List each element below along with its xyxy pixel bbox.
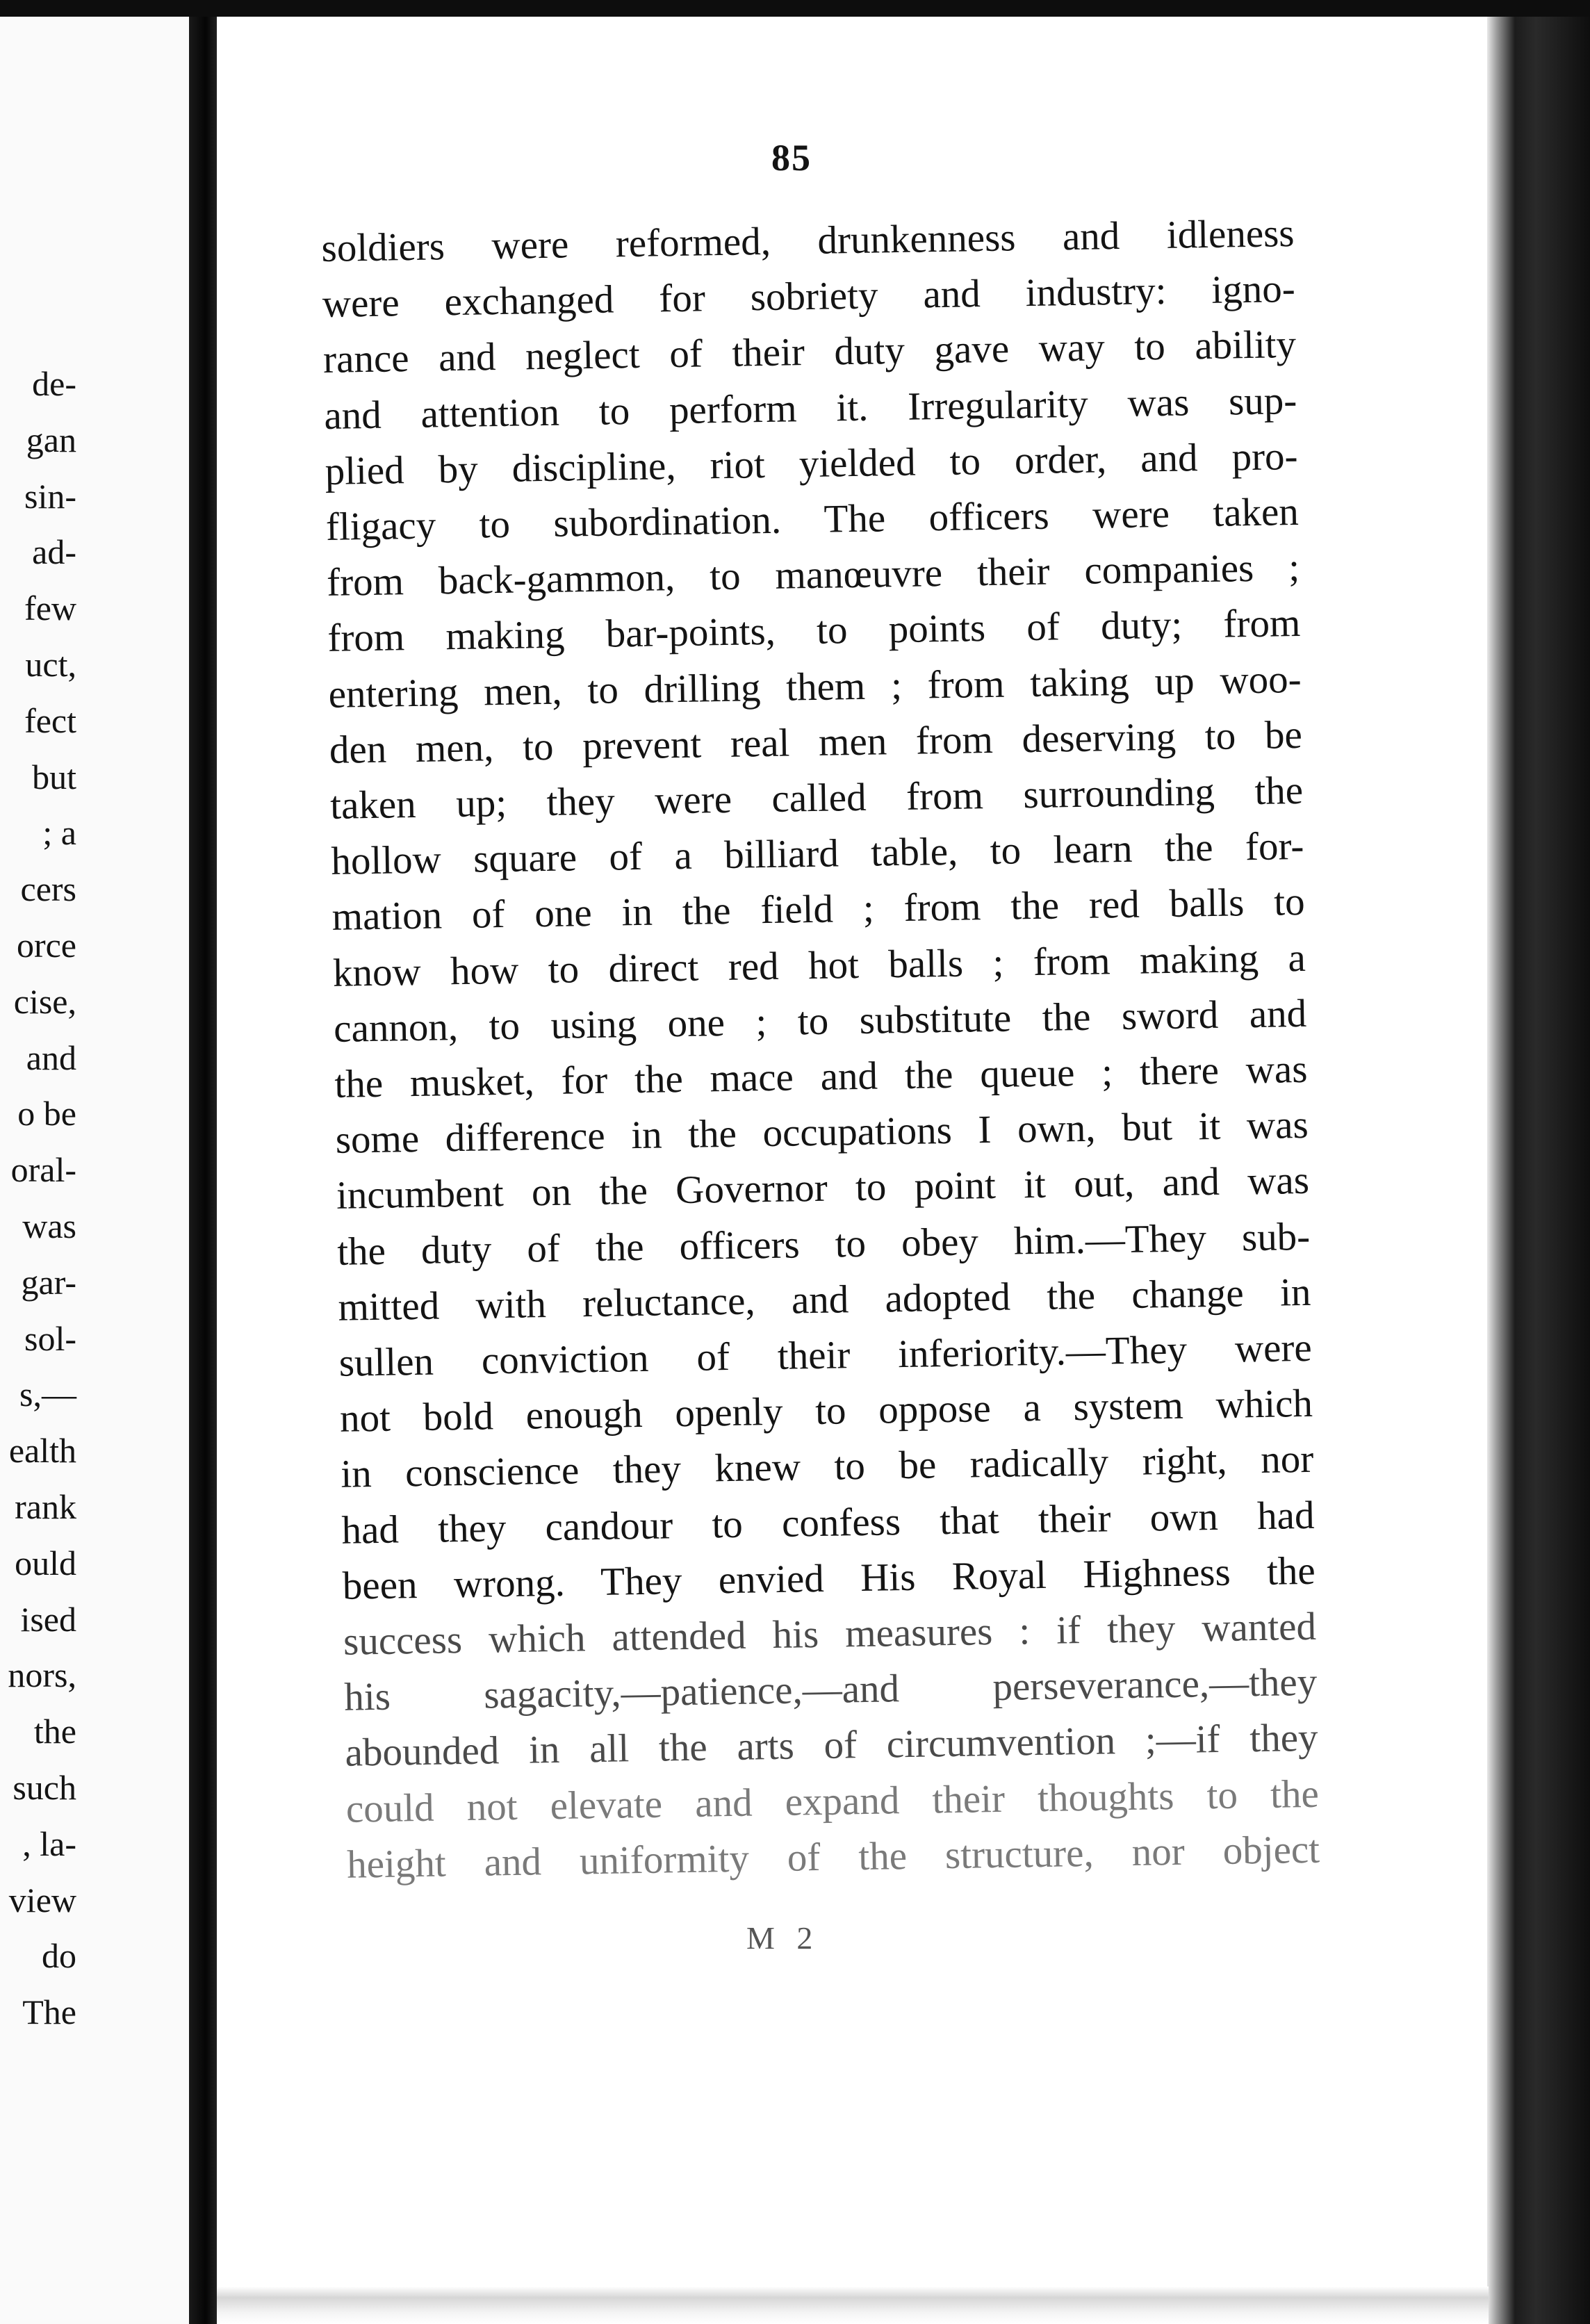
left-fragment: cise, [13,981,76,1021]
text-line: the duty of the officers to obey him.—They sub- [336,1214,1311,1274]
text-line: know how to direct red hot balls ; from making a [332,935,1306,995]
left-fragment: ould [15,1543,76,1582]
text-line: mation of one in the field ; from the red balls to [331,880,1306,940]
left-fragment: gan [26,420,76,459]
text-line: his sagacity,—patience,—and perseverance,—they [343,1660,1318,1720]
left-fragment: cers [20,869,76,909]
left-fragment: the [33,1712,76,1751]
page-body-text [321,206,1320,1893]
text-line: rance and neglect of their duty gave way to ability [322,322,1297,382]
book-fore-edge [1487,17,1590,2324]
text-line: den men, to prevent real men from deserving to be [329,712,1303,772]
left-fragment: fect [24,701,76,740]
previous-page-line-endings [0,356,76,2040]
text-line: soldiers were reformed, drunkenness and idleness [321,211,1295,270]
text-line: and attention to perform it. Irregularity was sup- [323,378,1297,438]
left-fragment: ; a [42,813,76,853]
text-line: were exchanged for sobriety and industry: igno- [322,267,1296,327]
left-fragment: oral- [10,1150,76,1190]
left-fragment: , la- [22,1824,76,1863]
left-fragment: gar- [21,1262,76,1302]
text-line: sullen conviction of their inferiority.—They were [338,1325,1313,1385]
left-fragment: few [24,589,76,628]
text-line: from making bar-points, to points of duty; from [327,601,1301,661]
left-fragment: orce [16,925,76,965]
left-fragment: ised [20,1599,76,1639]
text-line: fligacy to subordination. The officers were taken [325,489,1300,549]
text-line: entering men, to drilling them ; from taking up woo- [328,657,1302,717]
left-fragment: view [8,1880,76,1920]
left-fragment: o be [17,1094,76,1134]
text-line: success which attended his measures : if they wanted [343,1604,1317,1664]
left-fragment: ealth [8,1431,76,1471]
left-fragment: was [22,1206,76,1245]
text-line: some difference in the occupations I own, but it was [335,1103,1309,1163]
previous-page-edge [0,17,189,2324]
text-line: incumbent on the Governor to point it out, and was [336,1159,1310,1218]
signature-mark: M 2 [746,1920,820,1956]
scan-top-border [0,0,1590,17]
left-fragment: and [26,1038,76,1077]
left-fragment: rank [15,1487,76,1526]
left-fragment: The [22,1992,76,2032]
page-bottom-edge [217,2286,1489,2324]
left-fragment: de- [32,364,76,403]
left-fragment: such [13,1767,76,1807]
left-fragment: do [42,1936,76,1976]
text-line: been wrong. They envied His Royal Highness the [342,1548,1316,1608]
text-line: height and uniformity of the structure, nor object [346,1827,1320,1887]
text-line: not bold enough openly to oppose a system which [339,1382,1313,1441]
book-gutter [189,17,217,2324]
text-line: taken up; they were called from surrounding the [329,768,1304,828]
text-line: cannon, to using one ; to substitute the sword and [333,991,1307,1051]
text-line: mitted with reluctance, and adopted the change in [338,1270,1311,1329]
text-line: hollow square of a billiard table, to learn the for- [330,824,1304,884]
left-fragment: uct, [25,644,76,684]
text-line: plied by discipline, riot yielded to order, and pro- [325,434,1298,493]
text-line: the musket, for the mace and the queue ; there was [334,1047,1308,1106]
left-fragment: nors, [8,1655,76,1695]
text-line: in conscience they knew to be radically right, nor [340,1437,1314,1497]
text-line: could not elevate and expand their thoughts to the [345,1771,1320,1831]
left-fragment: but [32,757,76,796]
text-line: had they candour to confess that their own had [341,1493,1315,1553]
left-fragment: ad- [32,532,76,572]
text-line: abounded in all the arts of circumvention ;—if they [345,1716,1318,1776]
text-line: from back-gammon, to manœuvre their companies ; [326,546,1300,605]
left-fragment: s,— [19,1375,76,1414]
left-fragment: sol- [24,1318,76,1358]
page-number: 85 [771,137,812,179]
left-fragment: sin- [24,476,76,516]
